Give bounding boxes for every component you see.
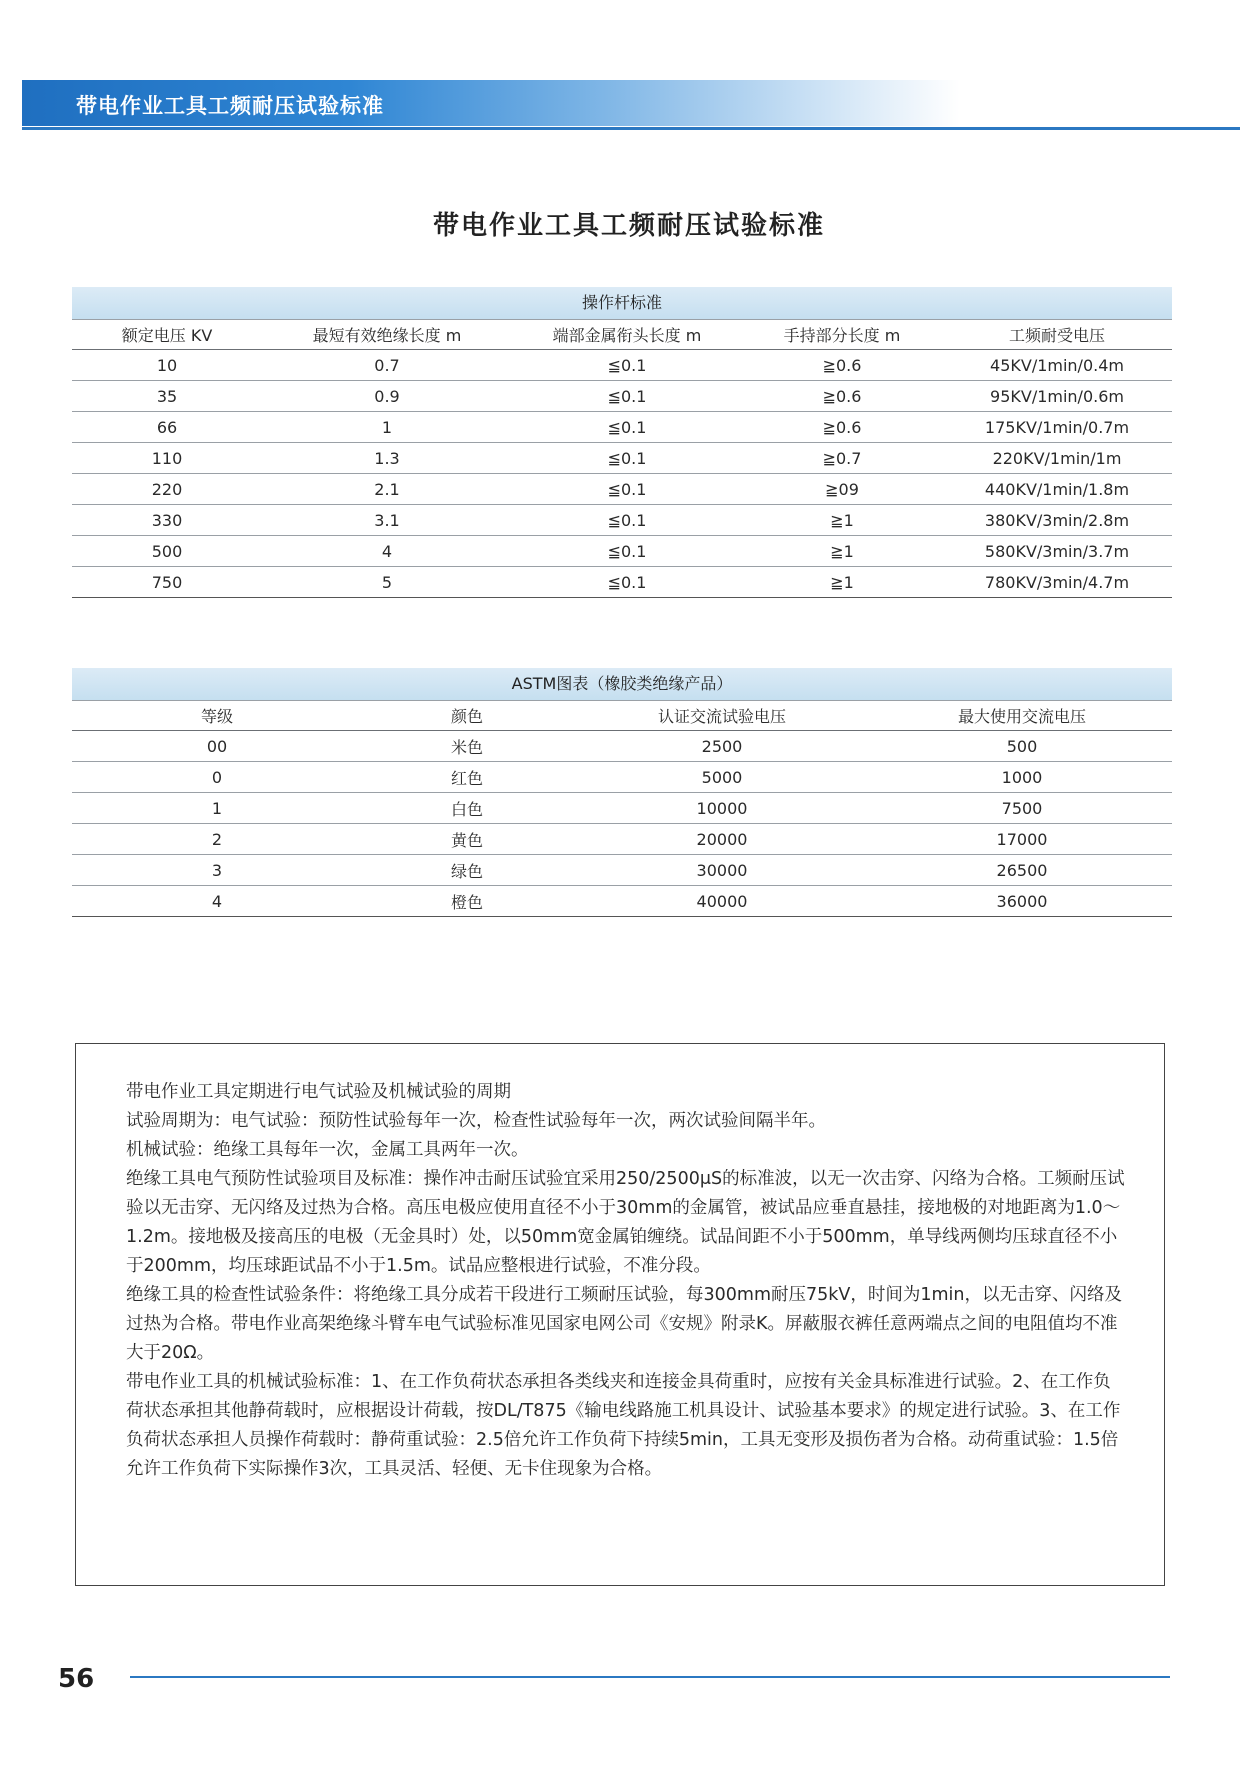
table-caption: 操作杆标准 — [72, 287, 1172, 319]
astm-rubber-insulation-table — [72, 668, 1172, 917]
table-cell: 00 — [206, 736, 228, 756]
table-cell: 580KV/3min/3.7m — [984, 541, 1130, 561]
table-cell: 10 — [156, 355, 178, 375]
table-cell: 4 — [381, 541, 393, 561]
table-cell: ≧0.6 — [822, 417, 862, 437]
column-header: 端部金属衔头长度 m — [552, 326, 702, 345]
table-cell: 175KV/1min/0.7m — [984, 417, 1130, 437]
table-cell: 30000 — [696, 860, 748, 880]
column-header: 颜色 — [450, 707, 483, 726]
header-rule — [22, 127, 1240, 130]
table-cell: 0.7 — [374, 355, 400, 375]
column-header: 额定电压 KV — [121, 326, 213, 345]
table-row — [72, 731, 1172, 762]
table-cell: ≧0.7 — [822, 448, 862, 468]
table-cell: 440KV/1min/1.8m — [984, 479, 1130, 499]
table-cell: ≦0.1 — [607, 448, 647, 468]
table-cell: 110 — [151, 448, 183, 468]
table-cell: ≦0.1 — [607, 386, 647, 406]
table-cell: 0.9 — [374, 386, 400, 406]
table-row — [72, 567, 1172, 598]
table-row — [72, 412, 1172, 443]
table-cell: 500 — [151, 541, 183, 561]
table-cell: 3 — [211, 860, 223, 880]
table-cell: 17000 — [996, 829, 1048, 849]
table-cell: ≧1 — [830, 541, 854, 561]
table-cell: 220KV/1min/1m — [992, 448, 1122, 468]
column-header: 手持部分长度 m — [783, 326, 901, 345]
table-cell: ≧1 — [830, 572, 854, 592]
table-cell: ≧1 — [830, 510, 854, 530]
table-cell: 5000 — [701, 767, 743, 787]
notes-paragraph: 绝缘工具的检查性试验条件：将绝缘工具分成若干段进行工频耐压试验，每300mm耐压75kV，时间为1min，以无击穿、闪络及过热为合格。带电作业高架绝缘斗臂车电气试验标准见国家电网公司《安规》附录K。屏蔽服衣裤任意两端点之间的电阻值均不准大于20Ω。 — [126, 1285, 1123, 1363]
notes-paragraph: 带电作业工具的机械试验标准：1、在工作负荷状态承担各类线夹和连接金具荷重时，应按有关金具标准进行试验。2、在工作负荷状态承担其他静荷载时，应根据设计荷载，按DL/T875《输电线路施工机具设计、试验基本要求》的规定进行试验。3、在工作负荷状态承担人员操作荷载时：静荷重试验：2.5倍允许工作负荷下持续5min，工具无变形及损伤者为合格。动荷重试验：1.5倍允许工作负荷下实际操作3次，工具灵活、轻便、无卡住现象为合格。 — [126, 1372, 1121, 1479]
table-row — [72, 824, 1172, 855]
table-cell: 2.1 — [374, 479, 400, 499]
table-cell: 黄色 — [450, 830, 483, 850]
table-cell: 1 — [381, 417, 393, 437]
notes-paragraph: 试验周期为：电气试验：预防性试验每年一次，检查性试验每年一次，两次试验间隔半年。 — [126, 1111, 826, 1131]
table-cell: ≦0.1 — [607, 355, 647, 375]
table-row — [72, 474, 1172, 505]
table-cell: 95KV/1min/0.6m — [990, 386, 1124, 406]
section-title: 带电作业工具工频耐压试验标准 — [76, 94, 384, 118]
table-row — [72, 793, 1172, 824]
table-cell: 20000 — [696, 829, 748, 849]
table-row — [72, 350, 1172, 381]
table-row — [72, 855, 1172, 886]
operating-rod-standard-table — [72, 287, 1172, 598]
table-cell: 绿色 — [450, 861, 483, 881]
table-cell: 35 — [156, 386, 178, 406]
table-cell: 5 — [381, 572, 393, 592]
table-cell: ≦0.1 — [607, 479, 647, 499]
table-cell: 500 — [1006, 736, 1038, 756]
table-cell: ≧0.6 — [822, 386, 862, 406]
table-cell: 1 — [211, 798, 223, 818]
table-cell: ≦0.1 — [607, 510, 647, 530]
page-number: 56 — [58, 1664, 95, 1694]
table-cell: 0 — [211, 767, 223, 787]
column-header: 等级 — [200, 707, 233, 726]
table-cell: 220 — [151, 479, 183, 499]
column-header: 最大使用交流电压 — [957, 707, 1086, 726]
table-header-row — [72, 319, 1172, 350]
table-cell: 橙色 — [450, 892, 483, 912]
table-cell: 36000 — [996, 891, 1048, 911]
table-cell: ≦0.1 — [607, 572, 647, 592]
table-cell: 2500 — [701, 736, 743, 756]
footer-rule — [130, 1676, 1170, 1678]
table-cell: 1.3 — [374, 448, 400, 468]
table-cell: 红色 — [450, 768, 483, 788]
table-row — [72, 443, 1172, 474]
table-row — [72, 381, 1172, 412]
table-cell: 1000 — [1001, 767, 1043, 787]
section-header-band — [22, 80, 960, 126]
table-cell: 白色 — [450, 799, 483, 819]
test-notes-box — [75, 1043, 1165, 1586]
notes-paragraph: 机械试验：绝缘工具每年一次，金属工具两年一次。 — [126, 1140, 529, 1160]
column-header: 最短有效绝缘长度 m — [312, 326, 462, 345]
table-cell: 780KV/3min/4.7m — [984, 572, 1130, 592]
notes-paragraph: 带电作业工具定期进行电气试验及机械试验的周期 — [126, 1082, 511, 1102]
table-caption: ASTM图表（橡胶类绝缘产品） — [72, 668, 1172, 700]
table-cell: 4 — [211, 891, 223, 911]
column-header: 工频耐受电压 — [1008, 326, 1105, 345]
table-cell: 26500 — [996, 860, 1048, 880]
notes-paragraph: 绝缘工具电气预防性试验项目及标准：操作冲击耐压试验宜采用250/2500μS的标准波，以无一次击穿、闪络为合格。工频耐压试验以无击穿、无闪络及过热为合格。高压电极应使用直径不小于30mm的金属管，被试品应垂直悬挂，接地极的对地距离为1.0～1.2m。接地极及接高压的电极（无金具时）处，以50mm宽金属铂缠绕。试品间距不小于500mm，单导线两侧均压球直径不小于200mm，均压球距试品不小于1.5m。试品应整根进行试验，不准分段。 — [126, 1169, 1125, 1276]
document-title: 带电作业工具工频耐压试验标准 — [432, 211, 825, 241]
table-row — [72, 505, 1172, 536]
table-header-row — [72, 700, 1172, 731]
table-cell: 750 — [151, 572, 183, 592]
table-cell: 66 — [156, 417, 178, 437]
column-header: 认证交流试验电压 — [657, 707, 786, 726]
table-cell: 2 — [211, 829, 223, 849]
table-cell: ≧09 — [825, 479, 859, 499]
table-cell: 3.1 — [374, 510, 400, 530]
table-cell: 40000 — [696, 891, 748, 911]
table-cell: 380KV/3min/2.8m — [984, 510, 1130, 530]
table-cell: 45KV/1min/0.4m — [990, 355, 1124, 375]
table-cell: 7500 — [1001, 798, 1043, 818]
table-cell: 10000 — [696, 798, 748, 818]
table-row — [72, 886, 1172, 917]
notes-text — [126, 1078, 1126, 1484]
table-row — [72, 536, 1172, 567]
table-cell: 330 — [151, 510, 183, 530]
table-cell: ≦0.1 — [607, 541, 647, 561]
table-row — [72, 762, 1172, 793]
table-cell: ≦0.1 — [607, 417, 647, 437]
table-cell: ≧0.6 — [822, 355, 862, 375]
table-cell: 米色 — [450, 737, 483, 757]
